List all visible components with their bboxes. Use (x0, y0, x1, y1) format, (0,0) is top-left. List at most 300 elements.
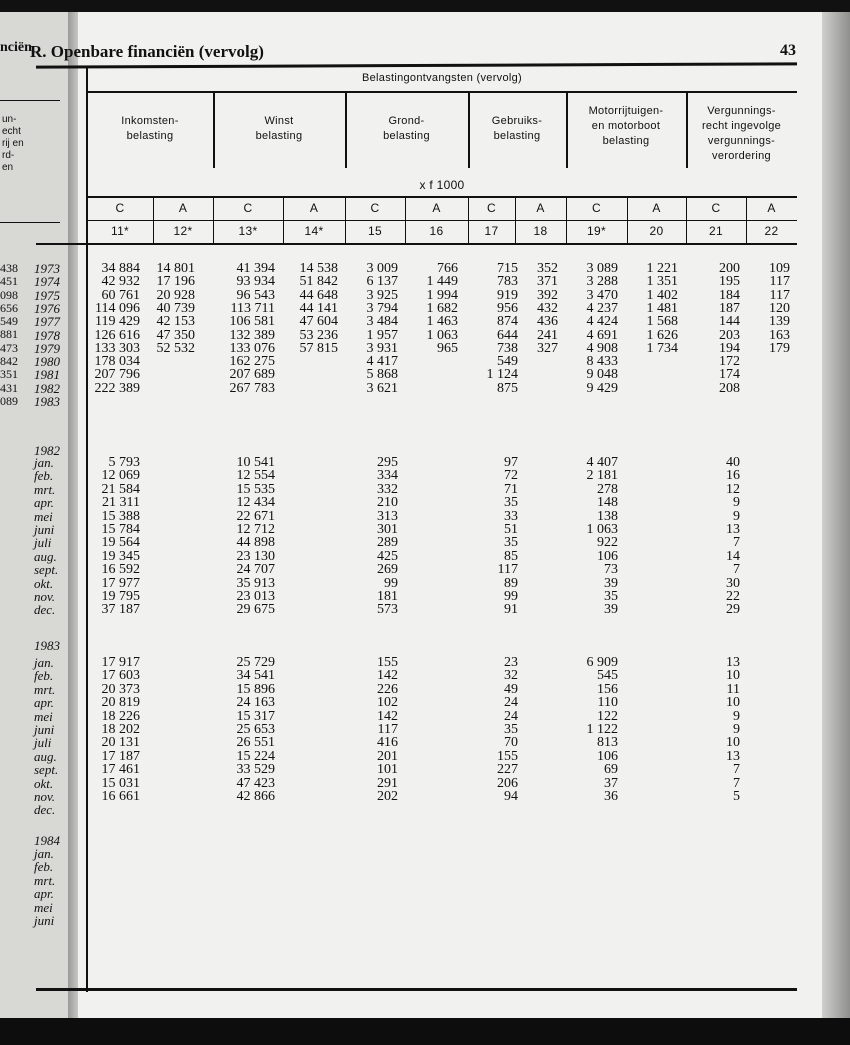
annual-row-cell: 51 842 (299, 274, 338, 290)
left-page-text-line: rij en (2, 138, 24, 149)
year-block-label: 1982 (34, 443, 60, 458)
annual-row-cell: 1 463 (426, 314, 458, 330)
month-row-cell: 12 069 (101, 468, 140, 484)
group-divider (686, 92, 688, 168)
group-header: Motorrijtuigen- en motorboot belasting (588, 105, 664, 147)
month-row-cell: 24 (504, 695, 518, 711)
month-row-cell: 21 311 (102, 495, 140, 511)
month-row-label: mei (34, 708, 53, 724)
annual-row-cell: 1 351 (646, 274, 678, 290)
annual-row-cell: 200 (719, 261, 740, 276)
annual-row-cell: 1 626 (646, 327, 678, 343)
annual-row-cell: 3 470 (586, 287, 618, 303)
super-header: Belastingontvangsten (vervolg) (361, 72, 523, 84)
month-row-cell: 18 226 (101, 708, 140, 724)
annual-row-cell: 114 096 (95, 300, 140, 316)
month-row-cell: 25 653 (236, 722, 275, 737)
annual-row-cell: 117 (769, 274, 790, 290)
month-row-cell: 201 (377, 748, 398, 764)
month-row-cell: 23 013 (236, 589, 275, 604)
annual-row-cell: 3 621 (366, 380, 398, 396)
month-row-cell: 47 423 (236, 775, 275, 791)
month-row-label: juli (34, 535, 52, 551)
month-row-cell: 17 461 (101, 762, 140, 778)
column-number: 19* (587, 224, 606, 238)
annual-row-label: 1982 (34, 380, 60, 396)
annual-row-cell: 117 (769, 287, 790, 303)
annual-row-cell: 17 196 (156, 274, 195, 290)
month-row-cell: 1 122 (586, 722, 618, 737)
month-row-label: apr. (34, 495, 54, 511)
month-row-cell: 40 (726, 455, 740, 470)
month-row-cell: 89 (504, 575, 518, 591)
left-page-number: 451 (0, 274, 18, 289)
sub-header: C (592, 201, 601, 215)
annual-row-cell: 3 925 (366, 287, 398, 303)
left-page-text-line: rd- (2, 150, 15, 161)
annual-row-cell: 120 (769, 300, 790, 316)
annual-row-cell: 241 (537, 327, 558, 343)
divider (87, 220, 797, 221)
section-title: R. Openbare financiën (vervolg) (30, 42, 264, 61)
annual-row-cell: 179 (769, 340, 790, 356)
sub-header: C (711, 201, 721, 215)
annual-row-cell: 132 389 (229, 327, 275, 343)
month-row-cell: 425 (377, 548, 398, 564)
left-page-number: 473 (0, 340, 18, 355)
month-row-label: sept. (34, 762, 59, 778)
annual-row-cell: 4 908 (586, 340, 618, 356)
month-row-cell: 97 (504, 455, 518, 470)
annual-row-cell: 20 928 (156, 287, 195, 303)
month-row-cell: 20 373 (101, 681, 140, 697)
annual-row-cell: 6 137 (366, 274, 398, 290)
annual-row-cell: 41 394 (236, 261, 275, 276)
annual-row-cell: 47 350 (156, 327, 195, 343)
month-row-label: aug. (34, 548, 57, 564)
annual-row-cell: 187 (719, 300, 740, 316)
month-row-cell: 5 (733, 789, 740, 804)
annual-row-cell: 1 449 (426, 274, 458, 290)
divider (0, 222, 60, 223)
month-row-cell: 106 (597, 548, 618, 564)
month-row-label: jan. (34, 455, 54, 470)
annual-row-cell: 738 (497, 340, 518, 356)
month-row-cell: 12 (726, 481, 740, 497)
month-row-label: nov. (34, 789, 56, 804)
month-row-cell: 35 (504, 722, 518, 737)
month-row-cell: 19 795 (101, 589, 140, 604)
month-row-cell: 117 (497, 562, 518, 578)
month-row-cell: 30 (726, 575, 740, 591)
annual-row-cell: 392 (537, 287, 558, 303)
month-row-label: juni (34, 522, 55, 537)
month-row-cell: 142 (377, 708, 398, 724)
annual-row-cell: 874 (497, 314, 518, 330)
annual-row-cell: 1 957 (366, 327, 398, 343)
annual-row-cell: 163 (769, 327, 790, 343)
sub-header: C (243, 201, 253, 215)
month-row-cell: 23 (504, 655, 518, 670)
month-row-label: juni (34, 722, 55, 737)
month-row-cell: 15 388 (101, 508, 140, 524)
month-row-cell: 573 (377, 602, 398, 618)
annual-row-cell: 96 543 (236, 287, 275, 303)
month-row-cell: 102 (377, 695, 398, 711)
annual-row-label: 1975 (34, 287, 60, 303)
annual-row-cell: 178 034 (94, 354, 140, 370)
month-row-cell: 101 (377, 762, 398, 778)
month-row-cell: 416 (377, 735, 398, 751)
month-row-cell: 24 (504, 708, 518, 724)
month-row-cell: 142 (377, 668, 398, 684)
sub-header: A (767, 201, 776, 215)
annual-row-cell: 162 275 (229, 354, 275, 370)
month-row-cell: 99 (384, 575, 398, 591)
month-row-label: mrt. (34, 872, 56, 888)
annual-row-cell: 9 429 (586, 380, 618, 396)
month-row-cell: 10 541 (236, 455, 275, 470)
annual-row-cell: 47 604 (299, 314, 338, 330)
month-row-cell: 110 (597, 695, 618, 711)
column-number: 22 (764, 224, 779, 238)
column-number: 14* (304, 224, 324, 238)
month-row-label: nov. (34, 589, 56, 604)
annual-row-cell: 1 402 (646, 287, 678, 303)
left-page-text-line: un- (2, 114, 17, 125)
annual-row-cell: 106 581 (229, 314, 275, 330)
left-page-text (2, 114, 24, 174)
month-row-cell: 813 (597, 735, 618, 751)
annual-row-cell: 34 884 (101, 261, 140, 276)
annual-row-cell: 3 089 (586, 261, 618, 276)
left-page-number: 881 (0, 327, 18, 342)
annual-row-label: 1981 (34, 367, 60, 383)
annual-row-cell: 44 141 (299, 300, 338, 316)
month-row-label: jan. (34, 655, 54, 670)
annual-row-cell: 222 389 (94, 380, 140, 396)
month-row-cell: 17 603 (101, 668, 140, 684)
left-page-text-line: en (2, 162, 14, 173)
annual-row-cell: 57 815 (299, 340, 338, 356)
annual-row-cell: 3 009 (366, 261, 398, 276)
annual-row-cell: 133 303 (94, 340, 140, 356)
annual-row-label: 1974 (34, 274, 60, 290)
month-row-cell: 301 (377, 522, 398, 537)
month-row-cell: 6 909 (586, 655, 618, 670)
annual-row-cell: 436 (537, 314, 558, 330)
column-number: 18 (533, 224, 548, 238)
month-row-cell: 16 661 (101, 789, 140, 804)
month-row-cell: 4 407 (586, 455, 618, 470)
page-stack-edge (822, 10, 850, 1030)
month-row-cell: 33 529 (236, 762, 275, 778)
annual-row-cell: 174 (719, 367, 740, 383)
month-row-cell: 15 784 (101, 522, 140, 537)
month-row-cell: 9 (733, 508, 740, 524)
annual-row-cell: 14 801 (156, 261, 195, 276)
month-row-cell: 35 (604, 589, 618, 604)
month-row-cell: 9 (733, 495, 740, 511)
annual-row-cell: 1 682 (426, 300, 458, 316)
annual-row-cell: 14 538 (299, 261, 338, 276)
annual-row-cell: 1 481 (646, 300, 678, 316)
month-row-cell: 106 (597, 748, 618, 764)
month-row-label: jan. (34, 846, 54, 861)
month-row-cell: 19 564 (101, 535, 140, 551)
month-row-cell: 291 (377, 775, 398, 791)
month-row-cell: 12 434 (236, 495, 275, 511)
annual-row-cell: 919 (497, 287, 518, 303)
annual-row-cell: 207 689 (229, 367, 275, 383)
divider (87, 196, 797, 198)
left-page-number: 549 (0, 314, 18, 329)
left-page-number: 089 (0, 393, 18, 408)
month-row-cell: 85 (504, 548, 518, 564)
month-row-cell: 13 (726, 522, 740, 537)
month-row-cell: 334 (377, 468, 398, 484)
column-number: 12* (173, 224, 193, 238)
month-row-label: juni (34, 913, 55, 928)
month-row-label: okt. (34, 775, 54, 791)
month-row-cell: 156 (597, 681, 618, 697)
annual-row-cell: 267 783 (229, 380, 275, 396)
month-row-cell: 545 (597, 668, 618, 684)
month-row-label: mrt. (34, 481, 56, 497)
annual-row-cell: 194 (719, 340, 740, 356)
month-row-cell: 12 554 (236, 468, 275, 484)
annual-row-cell: 956 (497, 300, 518, 316)
month-row-cell: 226 (377, 681, 398, 697)
month-row-label: apr. (34, 695, 54, 711)
month-row-cell: 117 (377, 722, 398, 737)
month-row-label: apr. (34, 886, 54, 902)
group-divider (468, 92, 470, 168)
month-row-cell: 15 031 (101, 775, 140, 791)
group-divider (345, 92, 347, 168)
month-row-cell: 14 (726, 548, 740, 564)
month-row-cell: 72 (504, 468, 518, 484)
annual-row-cell: 53 236 (299, 327, 338, 343)
annual-row-cell: 1 124 (486, 367, 518, 383)
group-divider (213, 92, 215, 168)
month-row-cell: 33 (504, 508, 518, 524)
annual-row-cell: 195 (719, 274, 740, 290)
column-number: 11* (110, 224, 130, 238)
month-row-cell: 17 917 (101, 655, 140, 670)
annual-row-cell: 1 734 (646, 340, 678, 356)
annual-row-cell: 208 (719, 380, 740, 396)
sub-header: C (370, 201, 380, 215)
left-page-number: 842 (0, 354, 18, 369)
year-block-label: 1983 (34, 638, 60, 653)
annual-row-cell: 3 931 (366, 340, 398, 356)
month-row-cell: 16 (726, 468, 740, 484)
annual-row-cell: 432 (537, 300, 558, 316)
annual-row-cell: 1 994 (426, 287, 458, 303)
divider (0, 100, 60, 101)
page-number: 43 (780, 42, 796, 59)
annual-row-cell: 4 424 (586, 314, 618, 330)
annual-row-label: 1977 (34, 314, 60, 330)
sub-header: A (536, 201, 545, 215)
annual-row-cell: 60 761 (101, 287, 140, 303)
header-bottom-rule (36, 243, 797, 245)
annual-row-label: 1983 (34, 394, 60, 409)
month-row-label: okt. (34, 575, 54, 591)
month-row-label: dec. (34, 802, 56, 818)
annual-row-label: 1980 (34, 354, 60, 370)
month-row-label: feb. (34, 468, 54, 484)
group-header: Inkomsten- belasting (121, 115, 179, 142)
month-row-cell: 24 707 (236, 562, 275, 578)
annual-row-cell: 93 934 (236, 274, 275, 290)
month-row-cell: 7 (733, 535, 740, 551)
annual-row-cell: 3 288 (586, 274, 618, 290)
month-row-cell: 295 (377, 455, 398, 470)
month-row-cell: 29 (726, 602, 740, 618)
month-row-cell: 122 (597, 708, 618, 724)
left-page-number: 351 (0, 367, 18, 382)
month-row-cell: 313 (377, 508, 398, 524)
month-row-cell: 37 187 (101, 602, 140, 618)
month-row-cell: 155 (377, 655, 398, 670)
month-row-cell: 12 712 (236, 522, 275, 537)
annual-row-cell: 4 691 (586, 327, 618, 343)
annual-row-cell: 203 (719, 327, 740, 343)
year-block-label: 1984 (34, 833, 60, 848)
month-row-cell: 1 063 (586, 522, 618, 537)
group-header: Winst belasting (255, 115, 303, 142)
month-row-cell: 24 163 (236, 695, 275, 711)
month-row-cell: 71 (504, 481, 518, 497)
sub-header: A (432, 201, 441, 215)
month-row-cell: 22 (726, 589, 740, 604)
sub-header: A (309, 201, 319, 215)
month-row-cell: 10 (726, 668, 740, 684)
annual-row-cell: 9 048 (586, 367, 618, 383)
month-row-cell: 35 913 (236, 575, 275, 591)
month-row-cell: 7 (733, 562, 740, 578)
annual-row-cell: 875 (497, 380, 518, 396)
annual-row-cell: 144 (719, 314, 740, 330)
month-row-cell: 15 224 (236, 748, 275, 764)
month-row-label: dec. (34, 602, 56, 618)
annual-row-cell: 52 532 (156, 340, 195, 356)
column-number: 17 (484, 224, 499, 238)
annual-row-cell: 42 153 (156, 314, 195, 330)
annual-row-cell: 4 237 (586, 300, 618, 316)
left-page-number: 438 (0, 261, 18, 275)
month-row-cell: 20 819 (101, 695, 140, 711)
sub-header: C (115, 201, 125, 215)
month-row-cell: 10 (726, 735, 740, 751)
group-header: Gebruiks- belasting (491, 115, 543, 142)
group-header: Grond- belasting (383, 115, 430, 142)
month-row-cell: 35 (504, 495, 518, 511)
month-row-cell: 7 (733, 762, 740, 778)
month-row-cell: 23 130 (236, 548, 275, 564)
month-row-cell: 22 671 (236, 508, 275, 524)
month-row-cell: 16 592 (101, 562, 140, 578)
month-row-cell: 210 (377, 495, 398, 511)
month-row-cell: 99 (504, 589, 518, 604)
scan-border-bottom (0, 1018, 850, 1045)
annual-row-cell: 207 796 (94, 367, 140, 383)
annual-row-cell: 139 (769, 314, 790, 330)
month-row-cell: 44 898 (236, 535, 275, 551)
annual-row-cell: 327 (537, 340, 558, 356)
divider (87, 91, 797, 93)
month-row-cell: 21 584 (101, 481, 140, 497)
month-row-label: aug. (34, 748, 57, 764)
month-row-cell: 206 (497, 775, 518, 791)
month-row-cell: 9 (733, 722, 740, 737)
annual-row-label: 1973 (34, 261, 60, 276)
month-row-cell: 51 (504, 522, 518, 537)
annual-row-cell: 965 (437, 340, 458, 356)
unit-label: x f 1000 (419, 178, 465, 192)
month-row-label: mei (34, 508, 53, 524)
month-row-cell: 18 202 (101, 722, 140, 737)
sub-header: A (652, 201, 661, 215)
annual-row-cell: 3 794 (366, 300, 398, 316)
month-row-cell: 202 (377, 789, 398, 804)
month-row-cell: 7 (733, 775, 740, 791)
annual-row-cell: 113 711 (230, 300, 275, 316)
left-page-number: 656 (0, 300, 18, 315)
annual-row-cell: 1 221 (646, 261, 678, 276)
month-row-cell: 10 (726, 695, 740, 711)
month-row-cell: 15 317 (236, 708, 275, 724)
month-row-label: juli (34, 735, 52, 751)
month-row-cell: 39 (604, 575, 618, 591)
month-row-cell: 17 977 (101, 575, 140, 591)
month-row-cell: 73 (604, 562, 618, 578)
column-number: 16 (429, 224, 444, 238)
annual-row-label: 1979 (34, 340, 60, 356)
month-row-cell: 42 866 (236, 789, 275, 804)
month-row-cell: 278 (597, 481, 618, 497)
annual-row-cell: 40 739 (156, 300, 195, 316)
month-row-cell: 37 (604, 775, 618, 791)
month-row-cell: 148 (597, 495, 618, 511)
annual-row-cell: 172 (719, 354, 740, 370)
sub-header: A (178, 201, 188, 215)
month-row-cell: 25 729 (236, 655, 275, 670)
month-row-cell: 9 (733, 708, 740, 724)
annual-row-cell: 184 (719, 287, 740, 303)
group-divider (566, 92, 568, 168)
annual-row-cell: 109 (769, 261, 790, 276)
annual-row-cell: 1 063 (426, 327, 458, 343)
month-row-cell: 289 (377, 535, 398, 551)
group-header: Vergunnings- recht ingevolge vergunnings- verordering (701, 105, 782, 162)
column-number: 21 (709, 224, 723, 238)
annual-row-cell: 783 (497, 274, 518, 290)
column-number: 13* (238, 224, 258, 238)
month-row-cell: 20 131 (101, 735, 140, 751)
month-row-cell: 332 (377, 481, 398, 497)
month-row-cell: 29 675 (236, 602, 275, 618)
month-row-cell: 13 (726, 655, 740, 670)
sub-header: C (487, 201, 496, 215)
column-number: 20 (649, 224, 664, 238)
left-page-number: 098 (0, 287, 18, 302)
month-row-label: sept. (34, 562, 59, 578)
month-row-cell: 70 (504, 735, 518, 751)
month-row-cell: 15 535 (236, 481, 275, 497)
